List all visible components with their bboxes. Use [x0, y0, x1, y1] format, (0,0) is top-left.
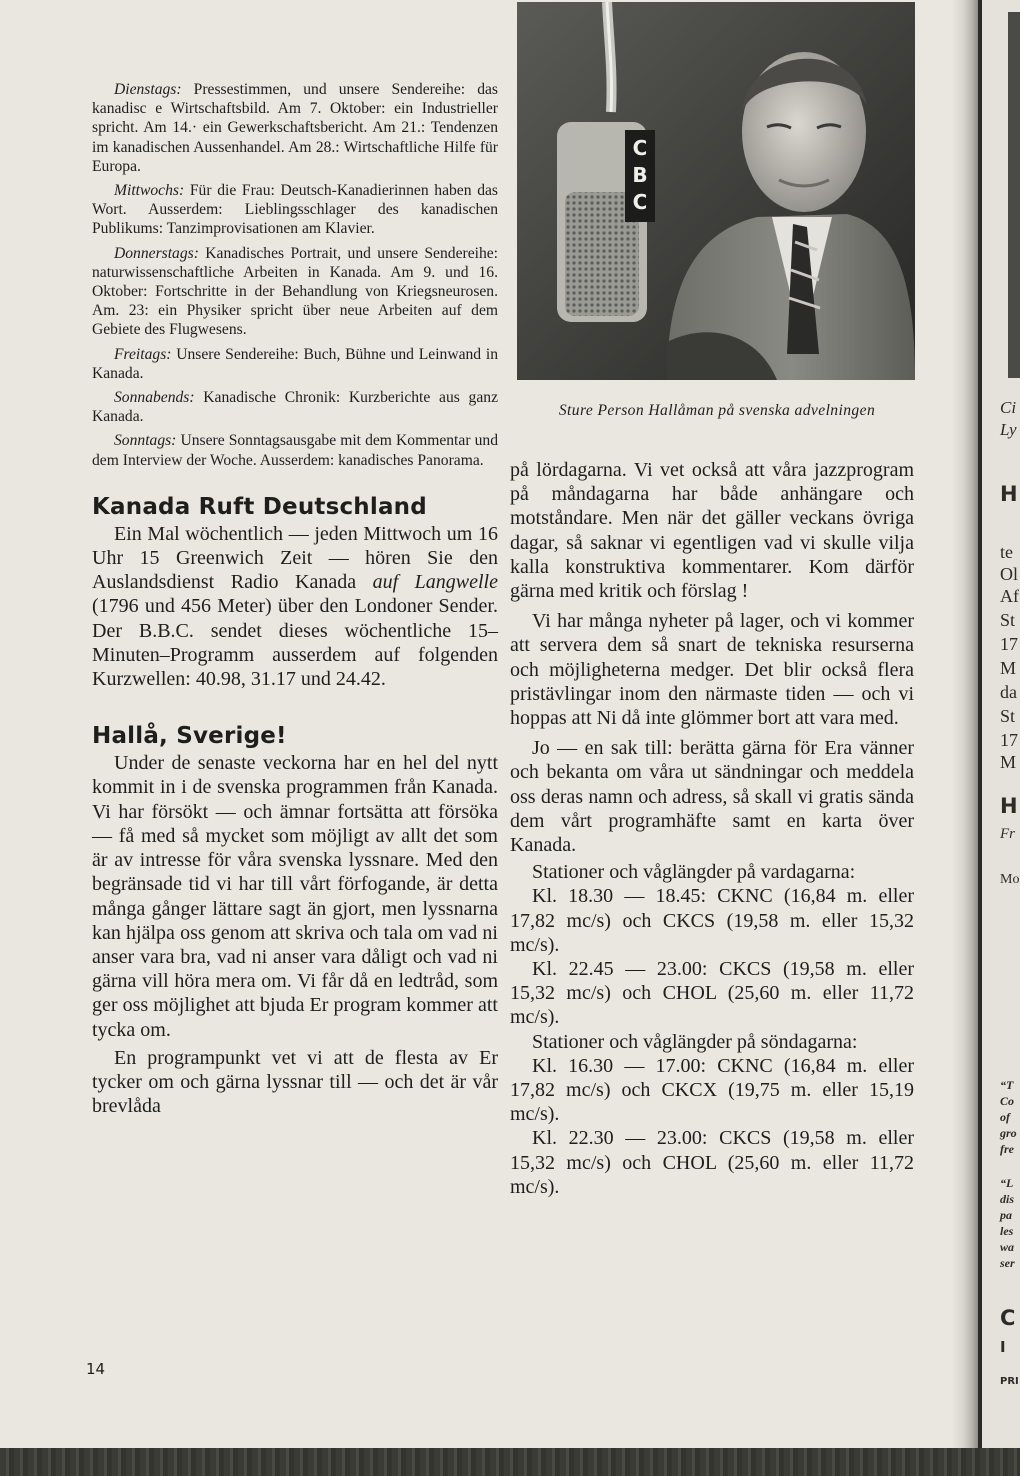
- schedule-heading: Stationer och våglängder på söndagarna:: [532, 1030, 858, 1053]
- schedule-text: Für die Frau: Deutsch-Kanadierinnen haben das Wort. Ausserdem: Lieblingsschlager des kanadischen Publikums: Tanzimprovisationen am Klavier.: [92, 182, 498, 238]
- schedule-item: [92, 431, 498, 469]
- next-page-fragment: H: [1000, 482, 1018, 506]
- next-page-fragment: ser: [1000, 1256, 1015, 1270]
- halla-paragraph: En programpunkt vet vi att de flesta av Er tycker om och gärna lyssnar till — och det är vår brevlåda: [92, 1046, 498, 1118]
- next-page-fragment: “T: [1000, 1078, 1014, 1092]
- schedule-item: [92, 388, 498, 426]
- next-page-border: [978, 0, 982, 1448]
- next-page-fragment: Ly: [1000, 420, 1017, 439]
- next-page-photo: [1008, 12, 1020, 378]
- schedule-day: Sonntags:: [114, 432, 177, 450]
- next-page-fragment: Ol: [1000, 564, 1018, 584]
- next-page-fragment: wa: [1000, 1240, 1015, 1254]
- schedule-day: Freitags:: [114, 345, 172, 363]
- mic-letter: B: [632, 163, 648, 187]
- next-page-fragment: M: [1000, 752, 1017, 772]
- mic-letter: C: [632, 136, 648, 160]
- next-page-fragment: Ci: [1000, 398, 1017, 417]
- heading-halla-sverige: Hallå, Sverige!: [92, 723, 287, 750]
- next-page-fragment: Co: [1000, 1094, 1015, 1108]
- next-page-fragment: I: [1000, 1338, 1006, 1356]
- halla-paragraph: Under de senaste veckorna har en hel del nytt kommit in i de svenska programmen från Kanada. Vi har försökt — och ämnar fortsätta att försöka — få med så mycket som möjligt av allt det som är av intresse för våra svenska lyssnare. Med den begränsade tid vi har till vårt förfogande, är detta många gånger lättare sagt än gjort, men lyssnarna kan hjälpa oss genom att skriva och tala om vad ni anser vara bra, vad ni anser vara dåligt och vad ni gärna vill höra mera om. Vi får då en ledtråd, som ger oss möjlighet att bjuda Er program kommer att tycka om.: [92, 752, 498, 1041]
- next-page-fragment: St: [1000, 706, 1016, 726]
- heading-kanada-ruft: Kanada Ruft Deutschland: [92, 493, 427, 520]
- schedule-item: [92, 345, 498, 383]
- next-page-fragment: Fr: [1000, 826, 1015, 842]
- next-page-fragment: da: [1000, 682, 1017, 702]
- body-paragraph: Vi har många nyheter på lager, och vi kommer att servera dem så snart de tekniska resurserna och möjligheterna medger. Det blir också flera pristävlingar inom den närmaste tiden — och vi hoppas att Ni då inte glömmer bort att vara med.: [510, 610, 914, 730]
- schedule-heading: Stationer och våglängder på vardagarna:: [532, 861, 856, 884]
- kanada-emphasis: auf Langwelle: [372, 571, 498, 594]
- schedule-item: [92, 80, 498, 176]
- body-paragraph: Jo — en sak till: berätta gärna för Era vänner och bekanta om våra ut sändningar och meddela oss deras namn och adress, så skall vi gratis sända dem vårt programhäfte samt en karta över Kanada.: [510, 737, 914, 857]
- kanada-paragraph: [92, 522, 498, 691]
- next-page-fragment: les: [1000, 1224, 1014, 1238]
- photo-announcer: [517, 2, 915, 380]
- next-page-fragment: Af: [1000, 586, 1019, 606]
- schedule-entry: Kl. 16.30 — 17.00: CKNC (16,84 m. eller 17,82 mc/s) och CKCX (19,75 m. eller 15,19 mc/s).: [510, 1054, 914, 1126]
- schedule-text: Kanadische Chronik: Kurzberichte aus ganz Kanada.: [92, 389, 498, 426]
- next-page-fragment: PRI: [1000, 1376, 1019, 1387]
- schedule-day: Mittwochs:: [114, 182, 185, 200]
- next-page-fragment: St: [1000, 610, 1016, 630]
- next-page-fragment: dis: [1000, 1192, 1015, 1206]
- next-page-fragment: te: [1000, 542, 1013, 562]
- schedule-day: Sonnabends:: [114, 389, 195, 407]
- next-page-fragment: “L: [1000, 1176, 1014, 1190]
- schedule-list: [92, 80, 498, 470]
- announcer-photo-illustration: [517, 2, 915, 380]
- body-paragraph: på lördagarna. Vi vet också att våra jazzprogram på måndagarna har både anhängare och motståndare. Men när det gäller veckans övriga dagar, så saknar vi egentligen vad vi skulle vilja kalla konstruktiva kommentarer. Kom därför gärna med kritik och förslag !: [510, 459, 914, 603]
- next-page-fragment: M: [1000, 658, 1017, 678]
- schedule-entry: Kl. 22.45 — 23.00: CKCS (19,58 m. eller 15,32 mc/s) och CHOL (25,60 m. eller 11,72 mc/s).: [510, 958, 914, 1029]
- page-gutter: [952, 0, 978, 1448]
- background-surface: [0, 1448, 1020, 1476]
- next-page-fragment: gro: [1000, 1126, 1017, 1140]
- next-page-fragment: 17: [1000, 730, 1018, 750]
- page-number: 14: [86, 1360, 106, 1378]
- kanada-text: Ein Mal wöchentlich — jeden Mittwoch um 16 Uhr 15 Greenwich Zeit — hören Sie den Auslandsdienst Radio Kanada: [92, 522, 498, 594]
- next-page-fragment: Mo: [1000, 872, 1020, 887]
- schedule-item: [92, 181, 498, 239]
- schedule-text: Unsere Sendereihe: Buch, Bühne und Leinwand in Kanada.: [92, 345, 498, 382]
- mic-letter: C: [632, 190, 648, 214]
- next-page-fragment: of: [1000, 1110, 1010, 1124]
- schedule-text: Unsere Sonntagsausgabe mit dem Kommentar und dem Interview der Woche. Ausserdem: kanadisches Panorama.: [92, 432, 498, 469]
- schedule-entry: Kl. 18.30 — 18.45: CKNC (16,84 m. eller 17,82 mc/s) och CKCS (19,58 m. eller 15,32 mc/s).: [510, 885, 914, 956]
- schedule-entry: Kl. 22.30 — 23.00: CKCS (19,58 m. eller 15,32 mc/s) och CHOL (25,60 m. eller 11,72 mc/s).: [510, 1127, 914, 1198]
- schedule-day: Dienstags:: [114, 81, 182, 98]
- next-page-fragment: H: [1000, 794, 1018, 818]
- kanada-text: (1796 und 456 Meter) über den Londoner Sender. Der B.B.C. sendet dieses wöchentliche 15–Minuten–Programm ausserdem auf folgenden Kurzwellen: 40.98, 31.17 und 24.42.: [92, 595, 498, 691]
- schedule-item: [92, 244, 498, 340]
- photo-caption: Sture Person Hallåman på svenska advelningen: [558, 402, 876, 419]
- schedule-text: Kanadisches Portrait, und unsere Sendereihe: naturwissenschaftliche Arbeiten in Kanada. Am 9. und 16. Oktober: Fortschritte in der Behandlung von Kriegsneurosen. Am. 23: ein Physiker spricht über neue Arbeiten auf dem Gebiete des Flugwesens.: [92, 244, 498, 339]
- right-column: [510, 458, 914, 1199]
- next-page-fragment: fre: [1000, 1142, 1014, 1156]
- next-page-fragment: 17: [1000, 634, 1018, 654]
- schedule-text: Pressestimmen, und unsere Sendereihe: das kanadisc e Wirtschaftsbild. Am 7. Oktober: ein Industrieller spricht. Am 14.· ein Gewerkschaftsbericht. Am 21.: Tendenzen im kanadischen Aussenhandel. Am 28.: Wirtschaftliche Hilfe für Europa.: [92, 81, 498, 175]
- next-page-fragment: C: [1000, 1306, 1016, 1330]
- next-page-edge: [978, 0, 1020, 1448]
- schedule-day: Donnerstags:: [114, 244, 199, 262]
- next-page-fragment: pa: [1000, 1208, 1012, 1222]
- left-column: [92, 80, 498, 1118]
